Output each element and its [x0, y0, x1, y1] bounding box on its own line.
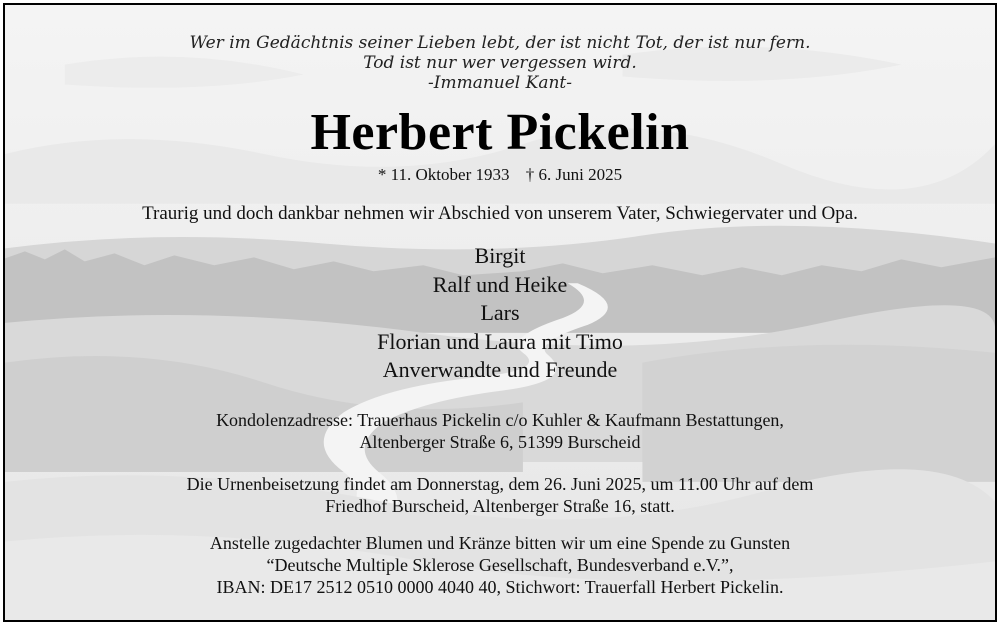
condolence-address [45, 409, 955, 453]
condolence-line-2: Altenberger Straße 6, 51399 Burscheid [359, 432, 641, 452]
quote-line-2: Tod ist nur wer vergessen wird. [363, 53, 637, 73]
deceased-name: Herbert Pickelin [310, 104, 690, 161]
condolence-line-1: Kondolenzadresse: Trauerhaus Pickelin c/o Kuhler & Kaufmann Bestattungen, [216, 410, 784, 430]
mourner-name: Ralf und Heike [432, 271, 568, 297]
quote-line-1: Wer im Gedächtnis seiner Lieben lebt, der ist nicht Tot, der ist nur fern. [189, 33, 811, 53]
farewell-text: Traurig und doch dankbar nehmen wir Abschied von unserem Vater, Schwiegervater und Opa. [142, 203, 858, 224]
burial-line-2: Friedhof Burscheid, Altenberger Straße 16, statt. [325, 496, 675, 516]
burial-line-1: Die Urnenbeisetzung findet am Donnerstag, dem 26. Juni 2025, um 11.00 Uhr auf dem [186, 474, 814, 494]
mourners-list [5, 242, 995, 385]
death-date: † 6. Juni 2025 [525, 165, 623, 184]
donation-line-3: IBAN: DE17 2512 0510 0000 4040 40, Stichwort: Trauerfall Herbert Pickelin. [216, 577, 784, 597]
mourner-name: Birgit [474, 243, 526, 268]
life-dates [5, 165, 995, 185]
quote-block [5, 33, 995, 93]
mourner-name: Florian und Laura mit Timo [377, 328, 623, 354]
donation-line-1: Anstelle zugedachter Blumen und Kränze bitten wir um eine Spende zu Gunsten [209, 533, 791, 553]
burial-information [45, 473, 955, 517]
mourner-name: Lars [480, 300, 520, 325]
donation-line-2: “Deutsche Multiple Sklerose Gesellschaft, Bundesverband e.V.”, [266, 555, 734, 575]
quote-author: -Immanuel Kant- [428, 73, 572, 93]
mourner-name: Anverwandte und Freunde [382, 357, 618, 382]
obituary-notice [3, 3, 997, 622]
donation-request [45, 532, 955, 598]
birth-date: * 11. Oktober 1933 [377, 165, 510, 184]
